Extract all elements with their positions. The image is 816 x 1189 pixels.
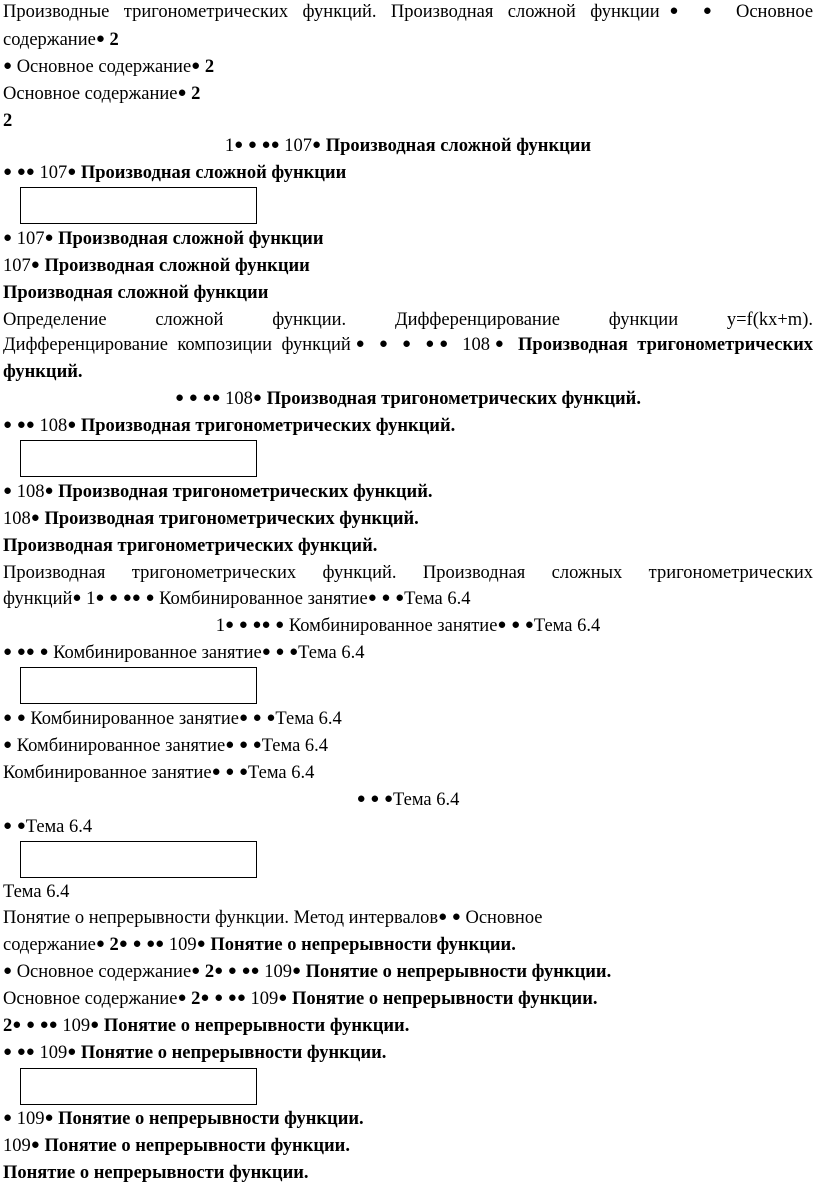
text-line: функций. [3, 362, 83, 382]
text-line: Производные тригонометрических функций. Производная сложной функции● ● Основное [3, 2, 814, 22]
text-line: 109● Понятие о непрерывности функции. [3, 1136, 350, 1156]
text-line: 2● ● ●● 109● Понятие о непрерывности функции. [3, 1016, 410, 1036]
text-line: ● ●Тема 6.4 [3, 817, 93, 837]
text-line: ● 107● Производная сложной функции [3, 229, 324, 249]
empty-box [20, 1068, 257, 1105]
empty-box [20, 841, 257, 878]
text-line: ● 108● Производная тригонометрических функций. [3, 482, 433, 502]
text-line: Производная тригонометрических функций. Производная сложных тригонометрических [3, 563, 813, 583]
text-line: ● Комбинированное занятие● ● ●Тема 6.4 [3, 736, 329, 756]
text-line: 108● Производная тригонометрических функций. [3, 509, 419, 529]
text-line: ● Основное содержание● 2 [3, 57, 215, 77]
text-line: ● ● ●Тема 6.4 [356, 790, 460, 810]
text-line: ● ●● 107● Производная сложной функции [3, 163, 347, 183]
text-line: ● ● Комбинированное занятие● ● ●Тема 6.4 [3, 709, 342, 729]
text-line: Производная сложной функции [3, 283, 269, 303]
text-line: 2 [3, 111, 13, 131]
text-line: Основное содержание● 2● ● ●● 109● Понятие о непрерывности функции. [3, 989, 598, 1009]
text-line: Определение сложной функции. Дифференцирование функции y=f(kx+m). [3, 310, 813, 330]
text-line: ● ●● 109● Понятие о непрерывности функции. [3, 1043, 387, 1063]
text-line: ● 109● Понятие о непрерывности функции. [3, 1109, 364, 1129]
text-line: содержание● 2 [3, 30, 119, 50]
text-line: Тема 6.4 [3, 882, 70, 902]
text-line: Понятие о непрерывности функции. Метод интервалов● ● Основное [3, 908, 543, 928]
empty-box [20, 187, 257, 224]
text-line: Основное содержание● 2 [3, 84, 201, 104]
text-line: Понятие о непрерывности функции. [3, 1163, 309, 1183]
text-line: ● ● ●● 108● Производная тригонометрических функций. [175, 389, 641, 409]
text-line: содержание● 2● ● ●● 109● Понятие о непрерывности функции. [3, 935, 516, 955]
text-line: Дифференцирование композиции функций● ● ● ●● 108● Производная тригонометрических [3, 335, 814, 355]
text-line: Комбинированное занятие● ● ●Тема 6.4 [3, 763, 315, 783]
text-line: ● ●● 108● Производная тригонометрических функций. [3, 416, 456, 436]
text-line: Производная тригонометрических функций. [3, 536, 378, 556]
text-line: 1● ● ●● 107● Производная сложной функции [224, 136, 592, 156]
text-line: ● ●● ● Комбинированное занятие● ● ●Тема 6.4 [3, 643, 365, 663]
empty-box [20, 667, 257, 704]
empty-box [20, 440, 257, 477]
text-line: ● Основное содержание● 2● ● ●● 109● Понятие о непрерывности функции. [3, 962, 612, 982]
text-line: 1● ● ●● ● Комбинированное занятие● ● ●Тема 6.4 [215, 616, 601, 636]
text-line: функций● 1● ● ●● ● Комбинированное занятие● ● ●Тема 6.4 [3, 589, 471, 609]
text-line: 107● Производная сложной функции [3, 256, 310, 276]
